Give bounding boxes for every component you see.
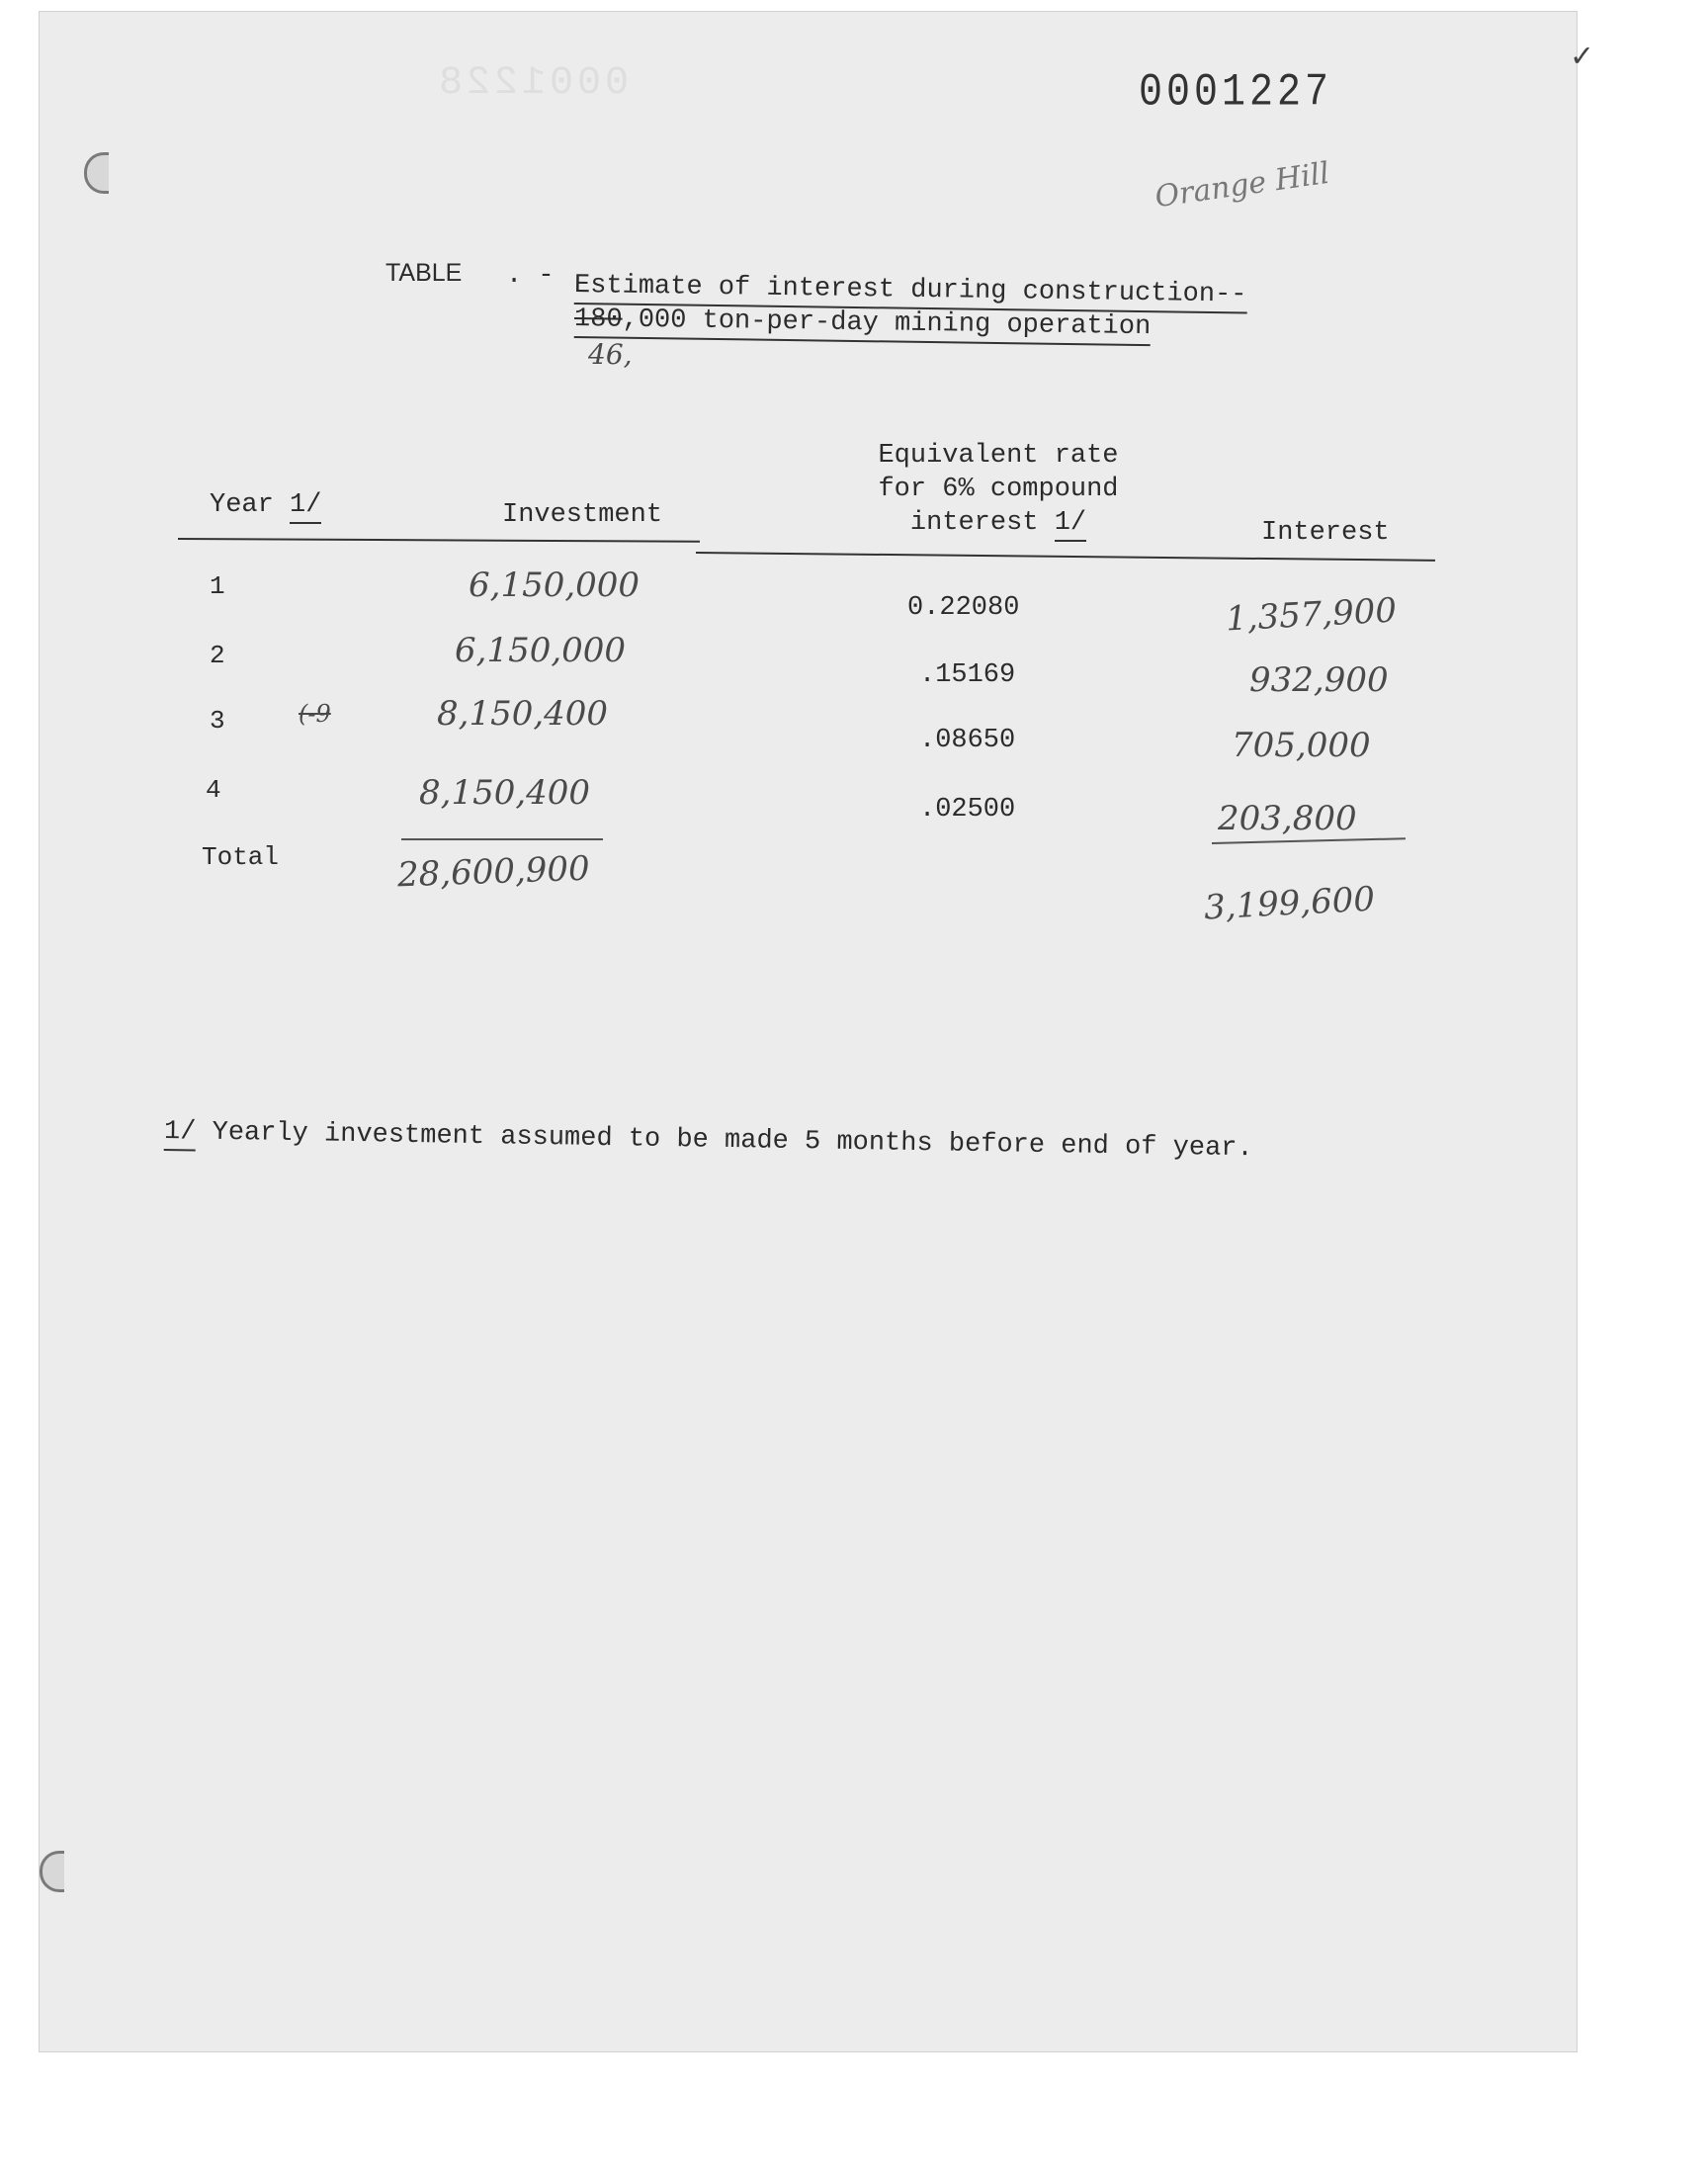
row-1-investment: 6,150,000: [469, 566, 640, 605]
row-2-investment: 6,150,000: [455, 631, 627, 670]
interest-sum-rule: [1212, 837, 1406, 844]
row-3-year: 3: [210, 706, 225, 736]
row-1-year: 1: [210, 571, 225, 601]
row-4-rate: .02500: [919, 795, 1016, 825]
investment-sum-rule: [401, 838, 603, 840]
punch-hole-bottom: [40, 1851, 64, 1892]
row-1-rate: 0.22080: [907, 593, 1020, 623]
header-rate-line-1: Equivalent rate: [878, 441, 1119, 471]
footnote: [164, 1117, 1253, 1164]
total-label: Total: [202, 842, 280, 872]
table-label: TABLE: [385, 259, 463, 287]
row-2-rate: .15169: [919, 660, 1016, 690]
header-interest: Interest: [1261, 518, 1390, 548]
check-mark: ✓: [1572, 36, 1592, 75]
row-4-interest: 203,800: [1218, 799, 1357, 838]
title-line-2-text: ,000 ton-per-day mining operation: [622, 304, 1152, 343]
bleed-through-number: 0001228: [435, 61, 630, 106]
handwritten-note: Orange Hill: [1153, 155, 1332, 216]
header-rule-right: [696, 552, 1435, 562]
title-line-1: [574, 271, 1247, 309]
total-interest: 3,199,600: [1203, 879, 1376, 928]
row-2-year: 2: [210, 641, 225, 670]
row-3-interest: 705,000: [1232, 726, 1371, 765]
row-4-investment: 8,150,400: [419, 773, 591, 813]
row-3-struck-prefix: (-9: [299, 700, 331, 728]
title-line-1-text: Estimate of interest during construction--: [574, 271, 1247, 313]
punch-hole-top: [84, 152, 109, 194]
title-struck-tonnage: 180: [573, 304, 623, 335]
footnote-marker: 1/: [164, 1117, 197, 1152]
row-3-investment: 8,150,400: [437, 694, 609, 734]
total-investment: 28,600,900: [396, 848, 591, 896]
footnote-text: Yearly investment assumed to be made 5 months before end of year.: [212, 1117, 1253, 1165]
row-1-interest: 1,357,900: [1225, 590, 1398, 640]
document-page: [40, 12, 1592, 2051]
row-4-year: 4: [206, 775, 221, 805]
document-number: 0001227: [1139, 67, 1333, 120]
header-rule-left: [178, 538, 700, 543]
title-separator: . -: [506, 261, 555, 291]
header-rate-line-3: interest 1/: [840, 508, 1156, 538]
header-investment: Investment: [502, 500, 663, 530]
row-2-interest: 932,900: [1249, 660, 1389, 700]
row-3-rate: .08650: [919, 726, 1016, 755]
title-correction: 46,: [588, 338, 633, 371]
header-year: Year 1/: [210, 490, 321, 520]
header-rate-line-2: for 6% compound: [878, 475, 1119, 504]
